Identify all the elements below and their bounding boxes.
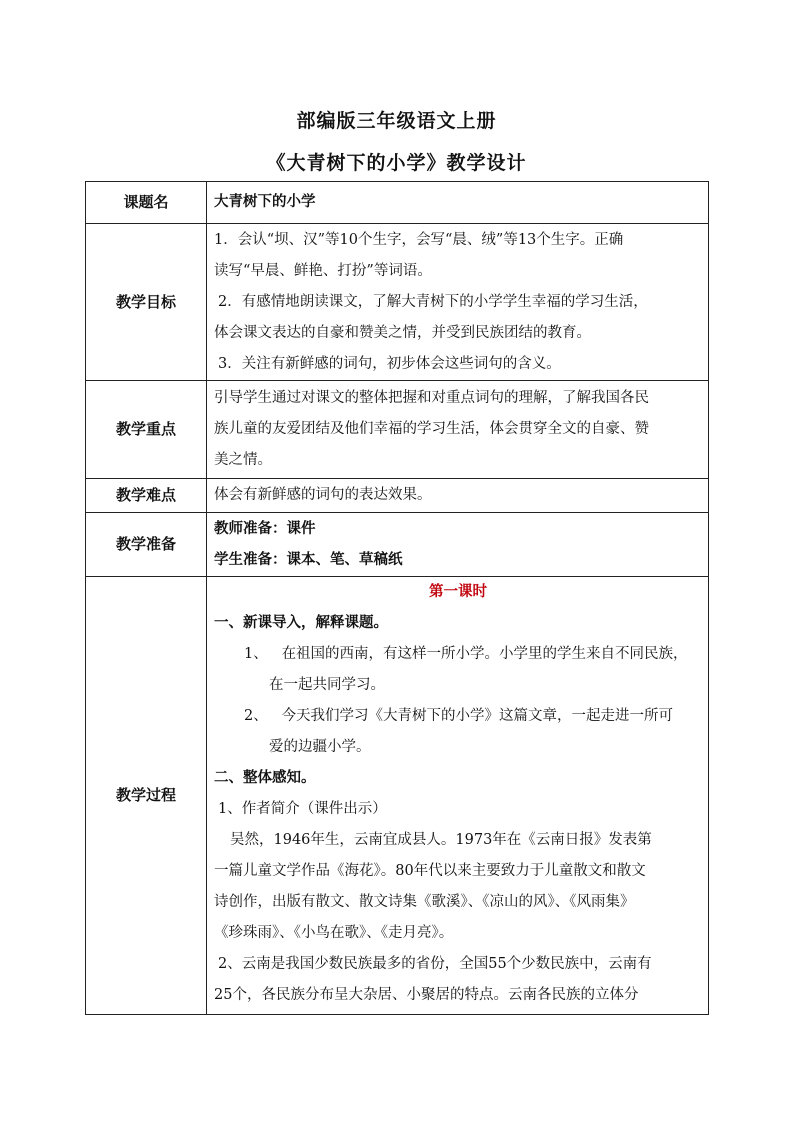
text-line: 1、作者简介（课件出示） xyxy=(218,801,387,817)
row-label-topic: 课题名 xyxy=(86,182,207,224)
row-label-process: 教学过程 xyxy=(86,577,207,1015)
row-content-topic: 大青树下的小学 xyxy=(207,182,709,224)
text-line: 读写“早晨、鲜艳、打扮”等词语。 xyxy=(214,262,432,279)
row-content-difficulties: 体会有新鲜感的词句的表达效果。 xyxy=(207,479,709,513)
text-line xyxy=(214,701,702,732)
text-line: 学生准备：课本、笔、草稿纸 xyxy=(214,551,403,568)
document-subtitle: 《大青树下的小学》教学设计 xyxy=(266,152,527,174)
table-row xyxy=(86,381,709,479)
item-number: 1、 xyxy=(244,646,268,662)
table-row xyxy=(86,577,709,1015)
table-row xyxy=(86,224,709,381)
item-text: 今天我们学习《大青树下的小学》这篇文章，一起走进一所可 xyxy=(281,708,674,724)
table-row xyxy=(86,479,709,513)
section-heading: 二、整体感知。 xyxy=(214,770,316,786)
text-line: 爱的边疆小学。 xyxy=(269,739,371,755)
row-content-key-points xyxy=(207,381,709,479)
row-label-preparation: 教学准备 xyxy=(86,513,207,577)
row-label-objectives: 教学目标 xyxy=(86,224,207,381)
text-line: 族儿童的友爱团结及他们幸福的学习生活，体会贯穿全文的自豪、赞 xyxy=(214,421,649,437)
text-line: 1．会认“坝、汉”等10个生字，会写“晨、绒”等13个生字。正确 xyxy=(214,231,624,248)
text-line xyxy=(214,639,702,670)
text-line: 《珍珠雨》、《小鸟在歌》、《走月亮》。 xyxy=(214,925,454,941)
row-label-difficulties: 教学难点 xyxy=(86,479,207,513)
period-heading: 第一课时 xyxy=(429,584,487,600)
text-line: 一篇儿童文学作品《海花》。80年代以来主要致力于儿童散文和散文 xyxy=(214,863,646,879)
text-line: 吴然，1946年生，云南宜成县人。1973年在《云南日报》发表第 xyxy=(230,832,652,848)
section-heading: 一、新课导入，解释课题。 xyxy=(214,615,388,631)
row-label-key-points: 教学重点 xyxy=(86,381,207,479)
document-title: 部编版三年级语文上册 xyxy=(296,110,497,132)
text-line: 美之情。 xyxy=(214,452,272,468)
text-line: 25个，各民族分布呈大杂居、小聚居的特点。云南各民族的立体分 xyxy=(214,987,639,1003)
text-line: 教师准备：课件 xyxy=(214,520,316,537)
item-number: 2、 xyxy=(244,708,268,724)
text-line: 2、云南是我国少数民族最多的省份，全国55个少数民族中，云南有 xyxy=(218,956,652,972)
text-line: 引导学生通过对课文的整体把握和对重点词句的理解，了解我国各民 xyxy=(214,390,649,406)
text-line: 3．关注有新鲜感的词句，初步体会这些词句的含义。 xyxy=(218,355,561,372)
text-line: 2．有感情地朗读课文，了解大青树下的小学学生幸福的学习生活， xyxy=(218,293,648,310)
row-content-process xyxy=(207,577,709,1015)
lesson-plan-table xyxy=(85,181,709,1015)
row-content-objectives xyxy=(207,224,709,381)
text-line: 诗创作，出版有散文、散文诗集《歌溪》、《凉山的风》、《风雨集》 xyxy=(214,894,635,910)
item-text: 在祖国的西南，有这样一所小学。小学里的学生来自不同民族， xyxy=(281,646,688,662)
text-line: 在一起共同学习。 xyxy=(269,677,385,693)
text-line: 体会课文表达的自豪和赞美之情，并受到民族团结的教育。 xyxy=(214,324,591,341)
row-content-preparation xyxy=(207,513,709,577)
table-row xyxy=(86,513,709,577)
table-row xyxy=(86,182,709,224)
